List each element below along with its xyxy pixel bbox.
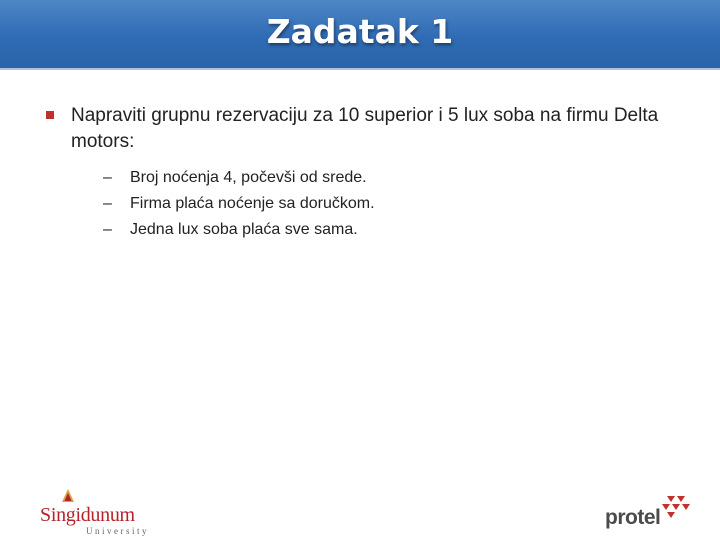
sub-item-text: Jedna lux soba plaća sve sama.: [130, 221, 358, 238]
square-bullet-icon: [46, 111, 54, 119]
singidunum-emblem-icon: [60, 488, 76, 504]
singidunum-logo: [40, 490, 150, 534]
sub-list-item: [103, 165, 663, 191]
dash-bullet: –: [103, 221, 112, 238]
bullet-text: Napraviti grupnu rezervaciju za 10 superior i 5 lux soba na firmu Delta motors:: [71, 105, 659, 152]
slide-title: Zadatak 1: [266, 12, 454, 51]
sub-list-item: [103, 217, 663, 243]
singidunum-sub: University: [86, 526, 149, 536]
sub-list-item: [103, 191, 663, 217]
sub-item-text: Broj noćenja 4, počevši od srede.: [130, 169, 367, 186]
protel-logo: [605, 494, 695, 534]
protel-name: protel: [605, 506, 661, 529]
singidunum-name: Singidunum: [40, 504, 135, 526]
dash-bullet: –: [103, 195, 112, 212]
dash-bullet: –: [103, 169, 112, 186]
sub-list: [103, 165, 663, 243]
protel-triangles-icon: [655, 494, 691, 520]
sub-item-text: Firma plaća noćenje sa doručkom.: [130, 195, 375, 212]
